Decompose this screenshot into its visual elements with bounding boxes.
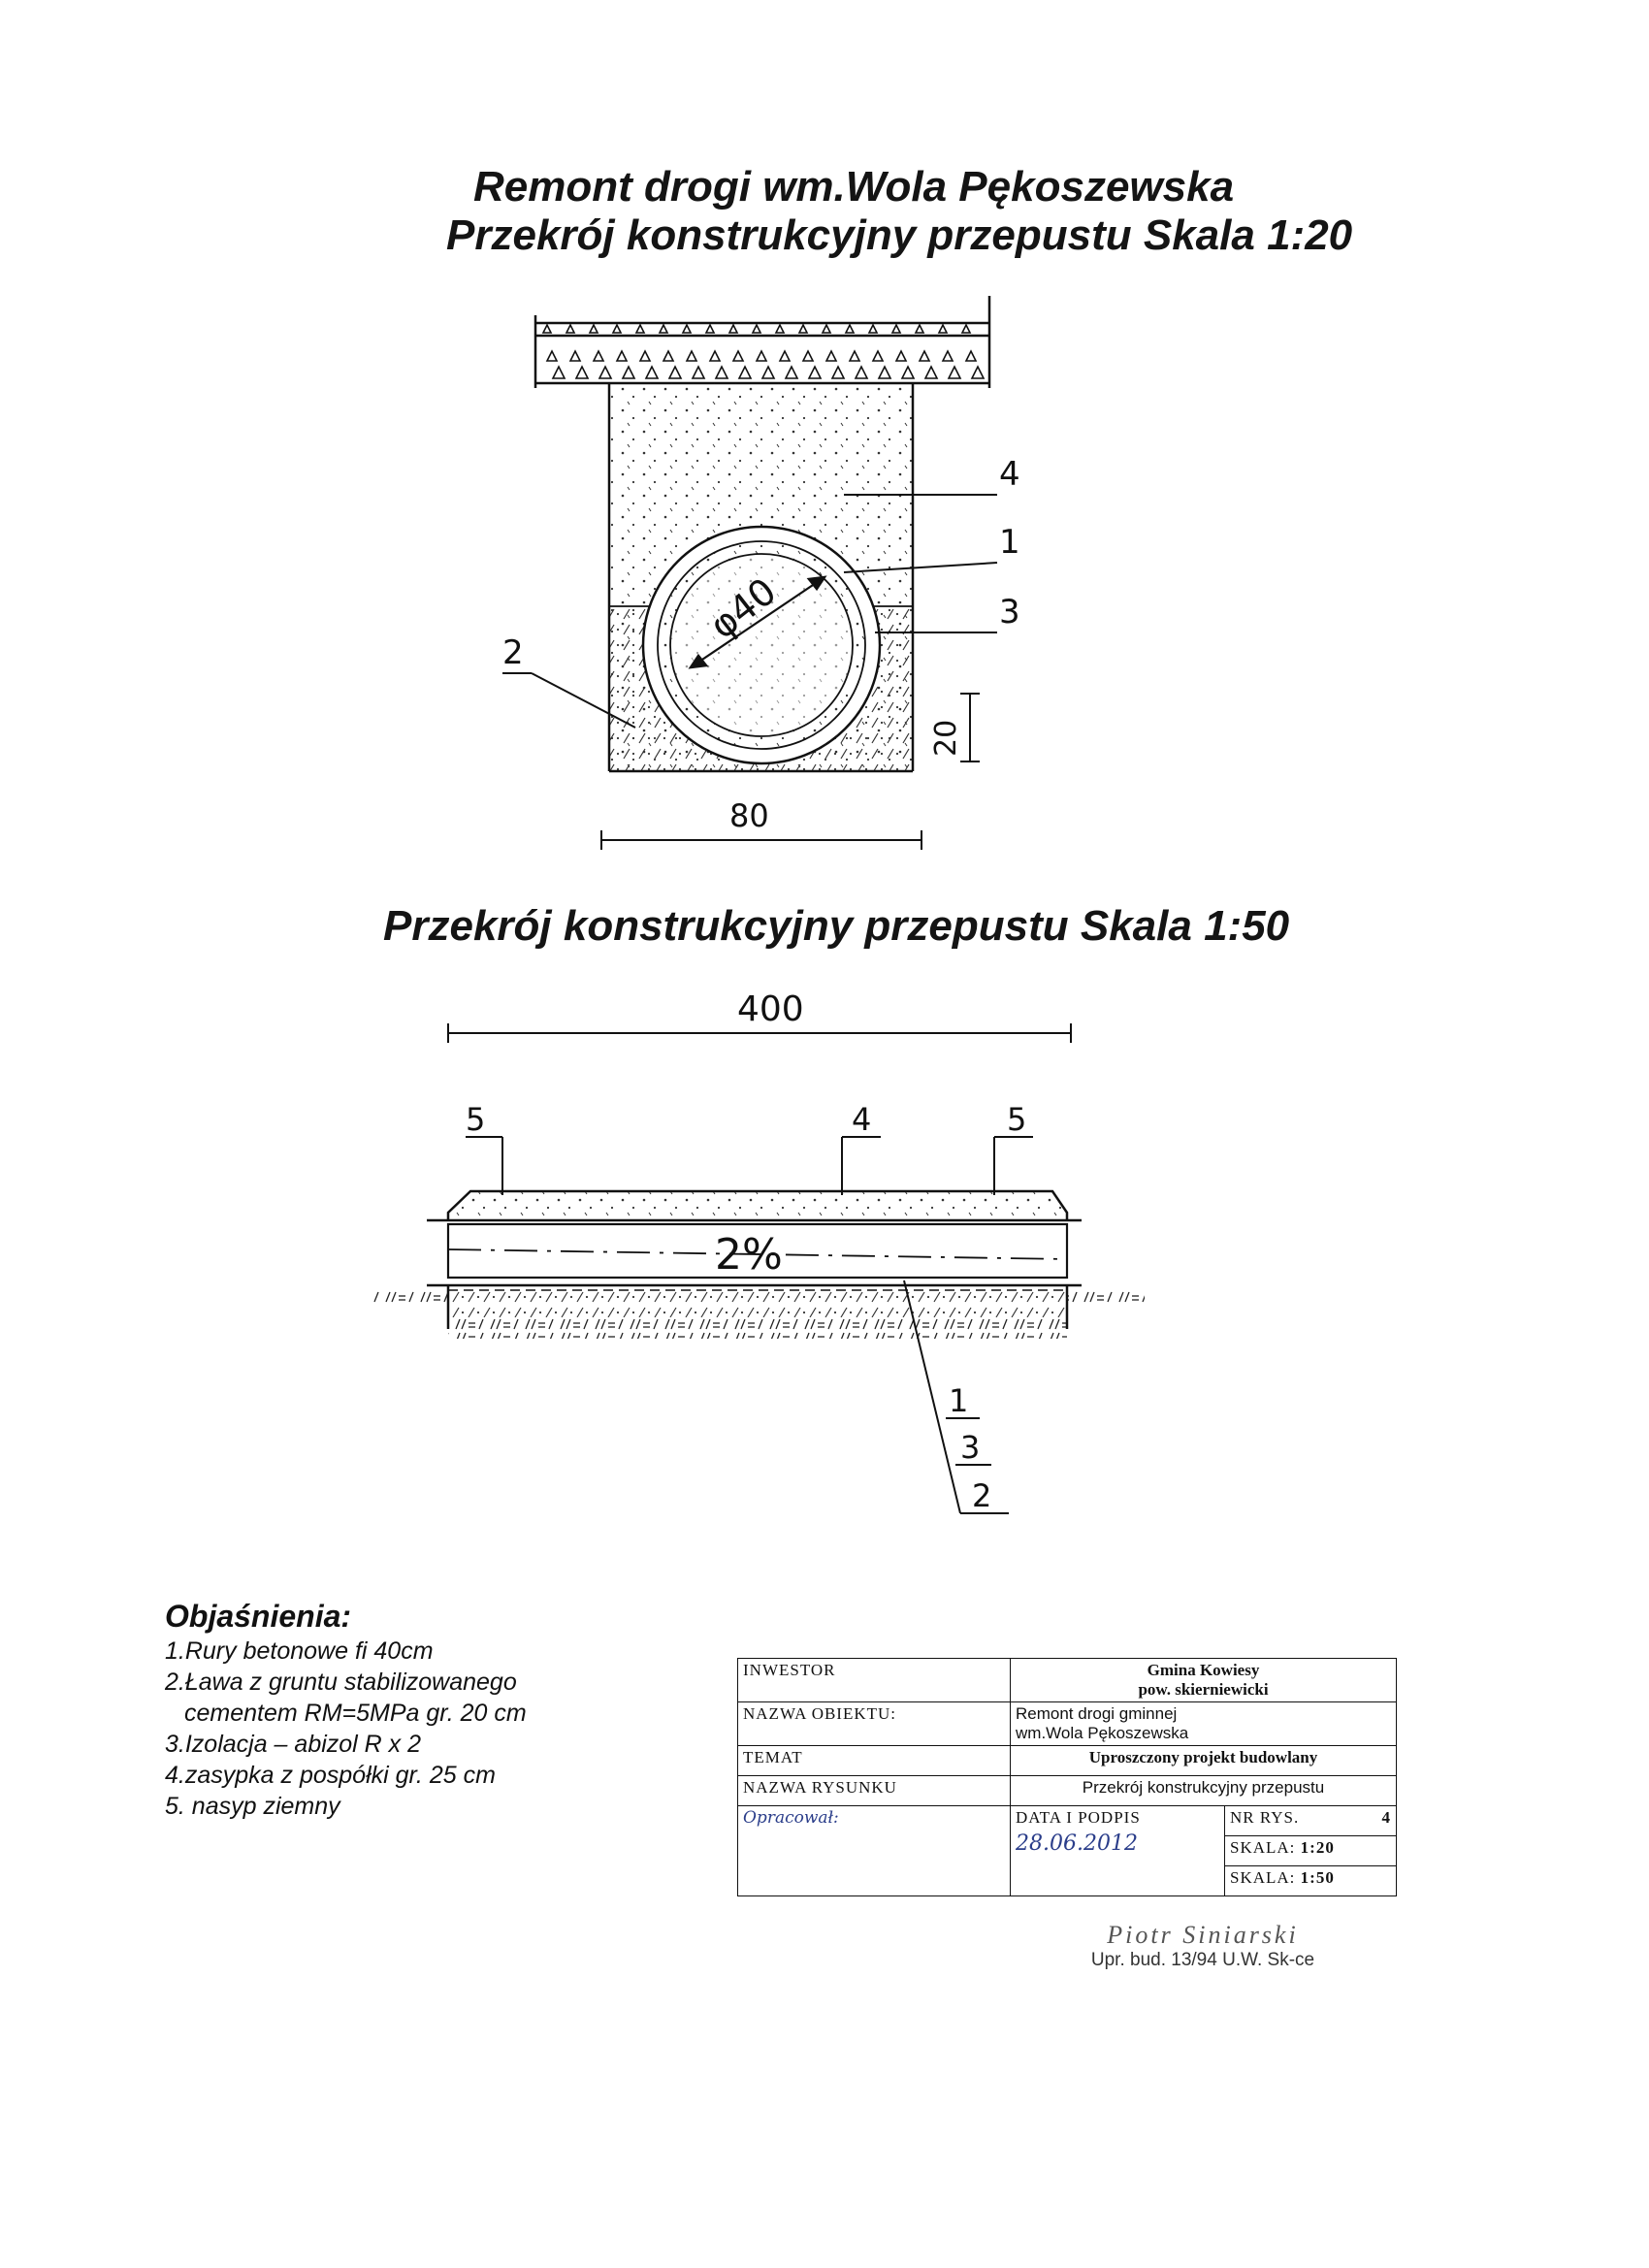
scale-cell-2 — [1225, 1866, 1397, 1896]
date-label: DATA I PODPIS — [1016, 1808, 1141, 1827]
aggregate-mark — [925, 367, 937, 378]
aggregate-mark — [869, 325, 877, 333]
drawing-name-value: Przekrój konstrukcyjny przepustu — [1011, 1776, 1397, 1806]
legend-item: 4.zasypka z pospółki gr. 25 cm — [165, 1762, 496, 1789]
dim-diameter: φ40 — [701, 569, 785, 648]
aggregate-mark — [547, 351, 557, 361]
scale-value-2: 1:50 — [1300, 1868, 1335, 1887]
aggregate-mark — [832, 367, 844, 378]
aggregate-mark — [599, 367, 611, 378]
label-fill-1-20: 4 — [999, 455, 1020, 494]
aggregate-mark — [566, 325, 574, 333]
pipe-cross-section — [643, 527, 880, 763]
legend-item: 5. nasyp ziemny — [165, 1793, 340, 1820]
aggregate-mark — [733, 351, 743, 361]
legend-item: 3.Izolacja – abizol R x 2 — [165, 1731, 422, 1758]
aggregate-mark — [710, 351, 720, 361]
drawing-number-value: 4 — [1381, 1808, 1391, 1827]
aggregate-mark — [753, 325, 760, 333]
aggregate-mark — [683, 325, 691, 333]
aggregate-mark — [636, 325, 644, 333]
aggregate-mark — [920, 351, 929, 361]
aggregate-mark — [669, 367, 681, 378]
dim-bench-thickness: 20 — [929, 719, 963, 757]
stamp-name: Piotr Siniarski — [1107, 1921, 1299, 1949]
aggregate-mark — [823, 325, 830, 333]
main-title: Remont drogi wm.Wola Pękoszewska — [473, 163, 1235, 211]
legend-heading: Objaśnienia: — [165, 1599, 352, 1634]
aggregate-mark — [850, 351, 859, 361]
aggregate-mark — [879, 367, 890, 378]
topic-label: TEMAT — [738, 1746, 1011, 1776]
section-title-1-50: Przekrój konstrukcyjny przepustu Skala 1:50 — [383, 902, 1290, 950]
investor-label: INWESTOR — [738, 1659, 1011, 1702]
aggregate-mark — [739, 367, 751, 378]
aggregate-mark — [762, 367, 774, 378]
aggregate-mark — [613, 325, 621, 333]
label-bench-1-50: 2 — [972, 1477, 992, 1514]
legend-item: cementem RM=5MPa gr. 20 cm — [184, 1700, 527, 1727]
aggregate-mark — [962, 325, 970, 333]
aggregate-mark — [786, 367, 797, 378]
drawing-number-cell — [1225, 1806, 1397, 1836]
aggregate-mark — [966, 351, 976, 361]
aggregate-mark — [646, 367, 658, 378]
prepared-by-cell — [738, 1806, 1011, 1896]
road-surface-layer — [535, 296, 989, 388]
dim-length: 400 — [737, 989, 804, 1029]
aggregate-mark — [916, 325, 923, 333]
aggregate-mark — [949, 367, 960, 378]
label-insulation-1-50: 3 — [960, 1429, 981, 1466]
aggregate-mark — [640, 351, 650, 361]
aggregate-mark — [846, 325, 854, 333]
label-fill-1-50: 4 — [852, 1101, 872, 1138]
aggregate-mark — [553, 367, 565, 378]
aggregate-mark — [856, 367, 867, 378]
aggregate-mark — [809, 367, 821, 378]
legend-item: 2.Ława z gruntu stabilizowanego — [165, 1669, 517, 1696]
stamp-license: Upr. bud. 13/94 U.W. Sk-ce — [1090, 1950, 1315, 1970]
aggregate-mark — [873, 351, 883, 361]
object-line-1: Remont drogi gminnej — [1016, 1704, 1178, 1723]
section-1-20 — [502, 296, 997, 850]
scale-label-2: SKALA: — [1230, 1868, 1296, 1887]
aggregate-mark — [623, 367, 634, 378]
aggregate-mark — [776, 325, 784, 333]
aggregate-mark — [617, 351, 627, 361]
aggregate-mark — [799, 325, 807, 333]
topic-value: Uproszczony projekt budowlany — [1011, 1746, 1397, 1776]
legend — [165, 1601, 527, 1822]
aggregate-mark — [594, 351, 603, 361]
slope-label: 2% — [715, 1230, 783, 1280]
label-insulation-1-20: 3 — [999, 593, 1020, 632]
aggregate-mark — [660, 325, 667, 333]
date-value: 28.06.2012 — [1016, 1831, 1138, 1856]
aggregate-mark — [972, 367, 984, 378]
object-value — [1011, 1702, 1397, 1746]
drawing-number-label: NR RYS. — [1230, 1808, 1300, 1827]
investor-value — [1011, 1659, 1397, 1702]
aggregate-mark — [826, 351, 836, 361]
investor-county: pow. skierniewicki — [1138, 1680, 1269, 1699]
dim-width: 80 — [729, 797, 769, 834]
scale-cell-1 — [1225, 1836, 1397, 1866]
scale-value-1: 1:20 — [1300, 1838, 1335, 1857]
aggregate-mark — [663, 351, 673, 361]
aggregate-mark — [803, 351, 813, 361]
section-title-1-20: Przekrój konstrukcyjny przepustu Skala 1:20 — [446, 211, 1353, 259]
label-bench-1-20: 2 — [502, 633, 524, 672]
aggregate-mark — [780, 351, 790, 361]
label-embankment-right: 5 — [1007, 1101, 1027, 1138]
aggregate-mark — [716, 367, 728, 378]
aggregate-mark — [892, 325, 900, 333]
legend-item: 1.Rury betonowe fi 40cm — [165, 1637, 434, 1665]
aggregate-mark — [729, 325, 737, 333]
aggregate-mark — [757, 351, 766, 361]
label-pipe-1-50: 1 — [949, 1382, 969, 1419]
aggregate-mark — [943, 351, 953, 361]
label-embankment-left: 5 — [466, 1101, 486, 1138]
aggregate-mark — [902, 367, 914, 378]
aggregate-mark — [570, 351, 580, 361]
aggregate-mark — [576, 367, 588, 378]
engineer-stamp — [1028, 1921, 1377, 1971]
investor-name: Gmina Kowiesy — [1147, 1661, 1260, 1679]
object-label: NAZWA OBIEKTU: — [738, 1702, 1011, 1746]
aggregate-mark — [939, 325, 947, 333]
prepared-by-label: Opracował: — [743, 1808, 839, 1828]
aggregate-mark — [543, 325, 551, 333]
aggregate-mark — [706, 325, 714, 333]
scale-label-1: SKALA: — [1230, 1838, 1296, 1857]
aggregate-mark — [896, 351, 906, 361]
aggregate-mark — [693, 367, 704, 378]
title-block — [737, 1658, 1397, 1896]
date-cell — [1011, 1806, 1225, 1896]
drawing-name-label: NAZWA RYSUNKU — [738, 1776, 1011, 1806]
label-pipe-1-20: 1 — [999, 523, 1020, 562]
object-line-2: wm.Wola Pękoszewska — [1016, 1724, 1189, 1742]
aggregate-mark — [687, 351, 696, 361]
aggregate-mark — [590, 325, 598, 333]
